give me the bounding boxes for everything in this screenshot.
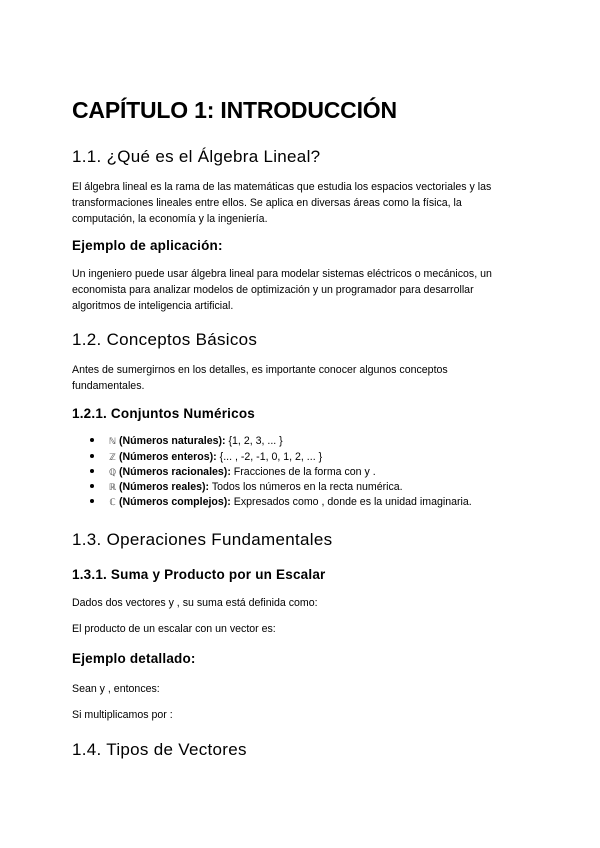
example-paragraph [72,266,532,314]
bullet-icon [90,454,94,458]
list-item-text: Expresados como , donde es la unidad imaginaria. [230,496,472,508]
paragraph-line: El producto de un escalar con un vector es: [72,623,276,635]
list-item-label: (Números racionales): [119,466,231,478]
list-item [90,496,472,508]
subsection-heading-1-2-1: 1.2.1. Conjuntos Numéricos [72,406,255,421]
section-heading-1-2: 1.2. Conceptos Básicos [72,330,258,349]
paragraph-line: Un ingeniero puede usar álgebra lineal para modelar sistemas eléctricos o mecánicos, un [72,268,492,280]
bullet-icon [90,499,94,503]
section-heading-1-1: 1.1. ¿Qué es el Álgebra Lineal? [72,147,321,166]
paragraph-line: computación, la economía y la ingeniería. [72,213,268,225]
paragraph-line: economista para analizar modelos de optimización y un programador para desarrollar [72,284,474,296]
bullet-icon [90,438,94,442]
bullet-icon [90,484,94,488]
paragraph-line: Dados dos vectores y , su suma está definida como: [72,597,318,609]
number-set-icon: ℂ [109,497,116,507]
example-heading-detailed: Ejemplo detallado: [72,651,196,666]
list-item-text: {1, 2, 3, ... } [225,435,283,447]
paragraph-line: Sean y , entonces: [72,683,160,695]
paragraph-line: algoritmos de inteligencia artificial. [72,300,234,312]
list-item-label: (Números enteros): [119,451,217,463]
paragraph-line: El álgebra lineal es la rama de las matemáticas que estudia los espacios vectoriales y las [72,181,492,193]
list-item [90,481,403,493]
example-heading-application: Ejemplo de aplicación: [72,238,223,253]
list-item-label: (Números naturales): [119,435,226,447]
section-heading-1-3: 1.3. Operaciones Fundamentales [72,530,333,549]
number-set-icon: ℝ [108,482,117,492]
paragraph-line: Si multiplicamos por : [72,709,173,721]
paragraph-line: Antes de sumergirnos en los detalles, es importante conocer algunos conceptos [72,364,448,376]
subsection-heading-1-3-1: 1.3.1. Suma y Producto por un Escalar [72,567,326,582]
bullet-icon [90,469,94,473]
list-item [90,451,322,463]
number-set-icon: ℤ [109,452,116,462]
section-heading-1-4: 1.4. Tipos de Vectores [72,740,247,759]
number-set-icon: ℕ [108,436,117,446]
paragraph-line: fundamentales. [72,380,145,392]
list-item-text: Fracciones de la forma con y . [230,466,376,478]
list-item [90,466,376,478]
list-item [90,435,283,447]
paragraph-line: transformaciones lineales entre ellos. Se aplica en diversas áreas como la física, la [72,197,462,209]
section-1-1-paragraph [72,179,532,227]
list-item-text: {... , -2, -1, 0, 1, 2, ... } [216,451,323,463]
section-1-2-paragraph [72,362,532,394]
number-set-icon: ℚ [108,467,117,477]
list-item-label: (Números reales): [119,481,210,493]
list-item-label: (Números complejos): [119,496,231,508]
list-item-text: Todos los números en la recta numérica. [209,481,403,493]
chapter-title: CAPÍTULO 1: INTRODUCCIÓN [72,97,397,123]
